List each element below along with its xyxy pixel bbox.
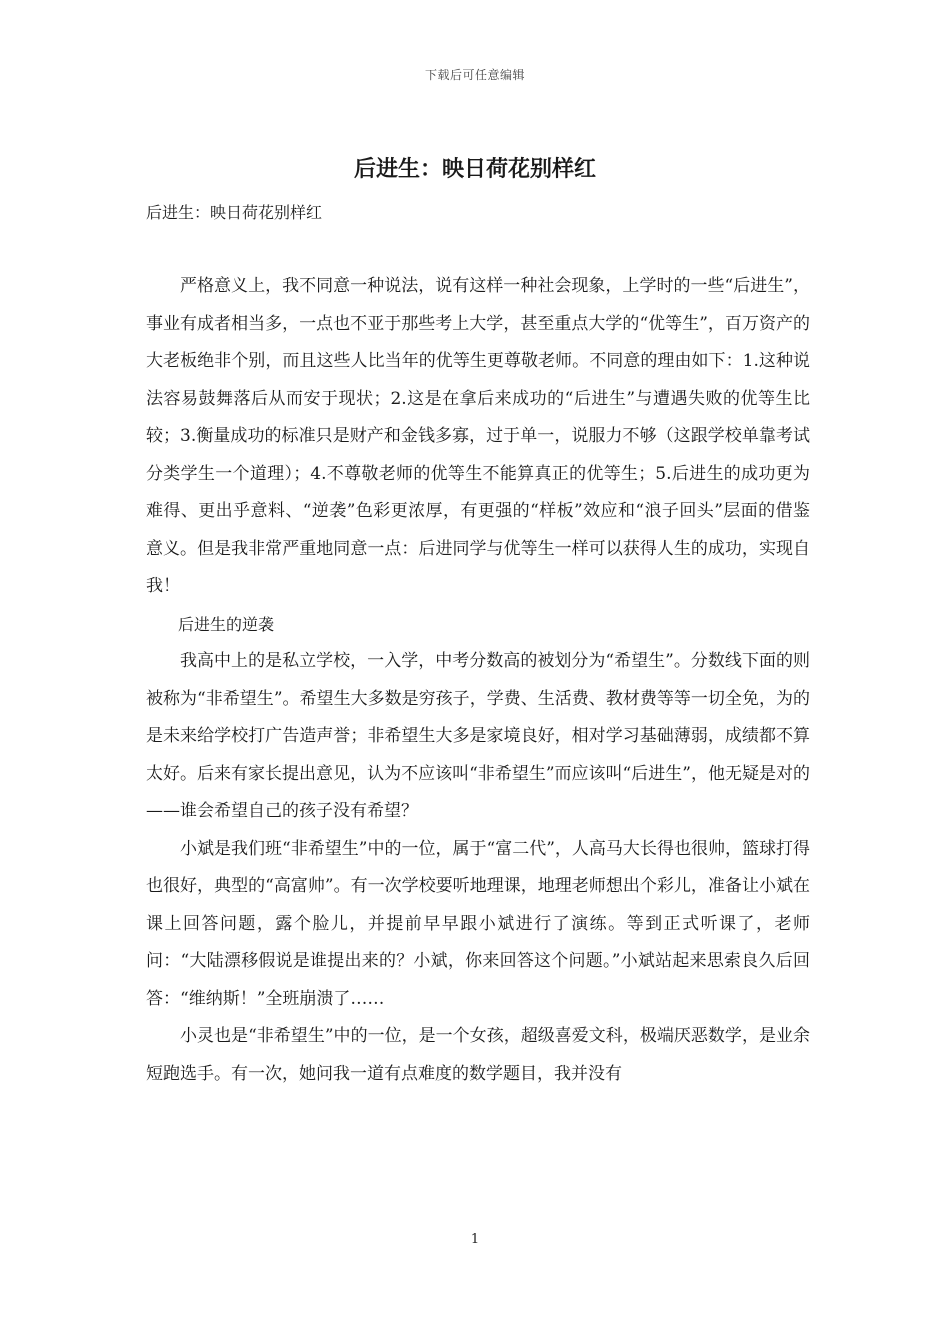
document-title: 后进生：映日荷花别样红 [353,157,596,182]
paragraph-xiaoling: 小灵也是“非希望生”中的一位，是一个女孩，超级喜爱文科，极端厌恶数学，是业余短跑选手。有一次，她问我一道有点难度的数学题目，我并没有 [146,1026,810,1084]
paragraph-intro: 严格意义上，我不同意一种说法，说有这样一种社会现象，上学时的一些“后进生”，事业有成者相当多，一点也不亚于那些考上大学，甚至重点大学的“优等生”，百万资产的大老板绝非个别，而且这些人比当年的优等生更尊敬老师。不同意的理由如下：1.这种说法容易鼓舞落后从而安于现状；2.这是在拿后来成功的“后进生”与遭遇失败的优等生比较；3.衡量成功的标准只是财产和金钱多寡，过于单一，说服力不够（这跟学校单靠考试分类学生一个道理）；4.不尊敬老师的优等生不能算真正的优等生；5.后进生的成功更为难得、更出乎意料、“逆袭”色彩更浓厚，有更强的“样板”效应和“浪子回头”层面的借鉴意义。但是我非常严重地同意一点：后进同学与优等生一样可以获得人生的成功，实现自我！ [146,276,810,596]
section-heading: 后进生的逆袭 [178,614,275,634]
paragraph-xiaobin: 小斌是我们班“非希望生”中的一位，属于“富二代”，人高马大长得也很帅，篮球打得也很好，典型的“高富帅”。有一次学校要听地理课，地理老师想出个彩儿，准备让小斌在课上回答问题，露个脸儿，并提前早早跟小斌进行了演练。等到正式听课了，老师问：“大陆漂移假说是谁提出来的？小斌，你来回答这个问题。”小斌站起来思索良久后回答：“维纳斯！”全班崩溃了…… [146,838,810,1009]
document-subtitle: 后进生：映日荷花别样红 [146,203,323,222]
page-header-note: 下载后可任意编辑 [424,68,525,82]
document-body [146,268,810,1093]
paragraph-school: 我高中上的是私立学校，一入学，中考分数高的被划分为“希望生”。分数线下面的则被称为“非希望生”。希望生大多数是穷孩子，学费、生活费、教材费等等一切全免，为的是未来给学校打广告造声誉；非希望生大多是家境良好，相对学习基础薄弱，成绩都不算太好。后来有家长提出意见，认为不应该叫“非希望生”而应该叫“后进生”，他无疑是对的——谁会希望自己的孩子没有希望？ [146,651,810,821]
page-number: 1 [470,1232,480,1247]
